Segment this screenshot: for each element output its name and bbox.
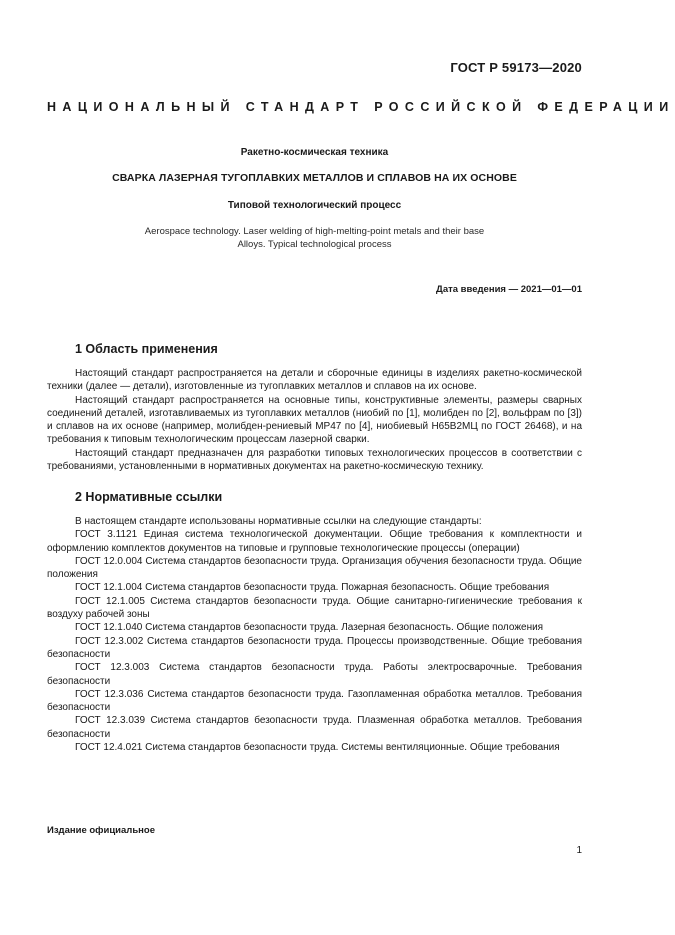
document-subject: Ракетно-космическая техника: [240, 147, 389, 158]
reference-item: ГОСТ 12.3.002 Система стандартов безопасности труда. Процессы производственные. Общие требования безопасности: [47, 635, 582, 660]
official-edition-label: Издание официальное: [47, 825, 155, 836]
reference-item: ГОСТ 12.3.039 Система стандартов безопасности труда. Плазменная обработка металлов. Требования безопасности: [47, 715, 582, 740]
reference-item: ГОСТ 3.1121 Единая система технологической документации. Общие требования к комплектности и оформлению комплектов документов на типовые и групповые технологические процессы (операции): [47, 529, 582, 554]
english-title-line: Aerospace technology. Laser welding of high-melting-point metals and their base: [144, 226, 485, 237]
paragraph: Настоящий стандарт предназначен для разработки типовых технологических процессов в соответствии с требованиями, установленными в нормативных документах на ракетно-космическую технику.: [47, 447, 582, 473]
reference-item: ГОСТ 12.4.021 Система стандартов безопасности труда. Системы вентиляционные. Общие требования: [75, 742, 560, 754]
introduction-date: Дата введения — 2021—01—01: [436, 284, 582, 295]
reference-item: ГОСТ 12.1.040 Система стандартов безопасности труда. Лазерная безопасность. Общие положения: [75, 622, 544, 634]
section-heading: 1 Область применения: [75, 342, 218, 356]
section-scope: [47, 341, 582, 473]
paragraph: Настоящий стандарт распространяется на основные типы, конструктивные элементы, размеры сварных соединений деталей, изготавливаемых из тугоплавких металлов (ниобий по [1], молибден по [2], вольфрам по [3]) и сплавов на их основе (например, молибден-рениевый МР47 по [4], ниобиевый Н65В2МЦ по ГОСТ 26468), и на требования к типовым технологическим процессам лазерной сварки.: [47, 394, 582, 446]
reference-item: ГОСТ 12.3.036 Система стандартов безопасности труда. Газопламенная обработка металлов. Требования безопасности: [47, 688, 582, 714]
paragraph: В настоящем стандарте использованы нормативные ссылки на следующие стандарты:: [75, 516, 482, 527]
reference-item: ГОСТ 12.1.004 Система стандартов безопасности труда. Пожарная безопасность. Общие требования: [75, 582, 550, 594]
page-number: 1: [576, 845, 582, 856]
english-title: [47, 226, 582, 251]
section-normative-references: [47, 489, 582, 754]
national-standard-banner: НАЦИОНАЛЬНЫЙ СТАНДАРТ РОССИЙСКОЙ ФЕДЕРАЦИИ: [47, 100, 675, 114]
section-heading: 2 Нормативные ссылки: [75, 490, 223, 504]
reference-item: ГОСТ 12.0.004 Система стандартов безопасности труда. Организация обучения безопасности труда. Общие положения: [47, 555, 582, 581]
document-subtitle: Типовой технологический процесс: [227, 200, 402, 211]
document-title: СВАРКА ЛАЗЕРНАЯ ТУГОПЛАВКИХ МЕТАЛЛОВ И СПЛАВОВ НА ИХ ОСНОВЕ: [112, 172, 517, 184]
reference-item: ГОСТ 12.3.003 Система стандартов безопасности труда. Работы электросварочные. Требования безопасности: [47, 662, 582, 687]
reference-item: ГОСТ 12.1.005 Система стандартов безопасности труда. Общие санитарно-гигиенические требования к воздуху рабочей зоны: [47, 595, 582, 621]
paragraph: Настоящий стандарт распространяется на детали и сборочные единицы в изделиях ракетно-космической техники (далее — детали), изготовленные из тугоплавких металлов и сплавов на их основе.: [47, 368, 582, 393]
english-title-line: Alloys. Typical technological process: [237, 238, 392, 250]
document-code: ГОСТ Р 59173—2020: [450, 60, 582, 75]
